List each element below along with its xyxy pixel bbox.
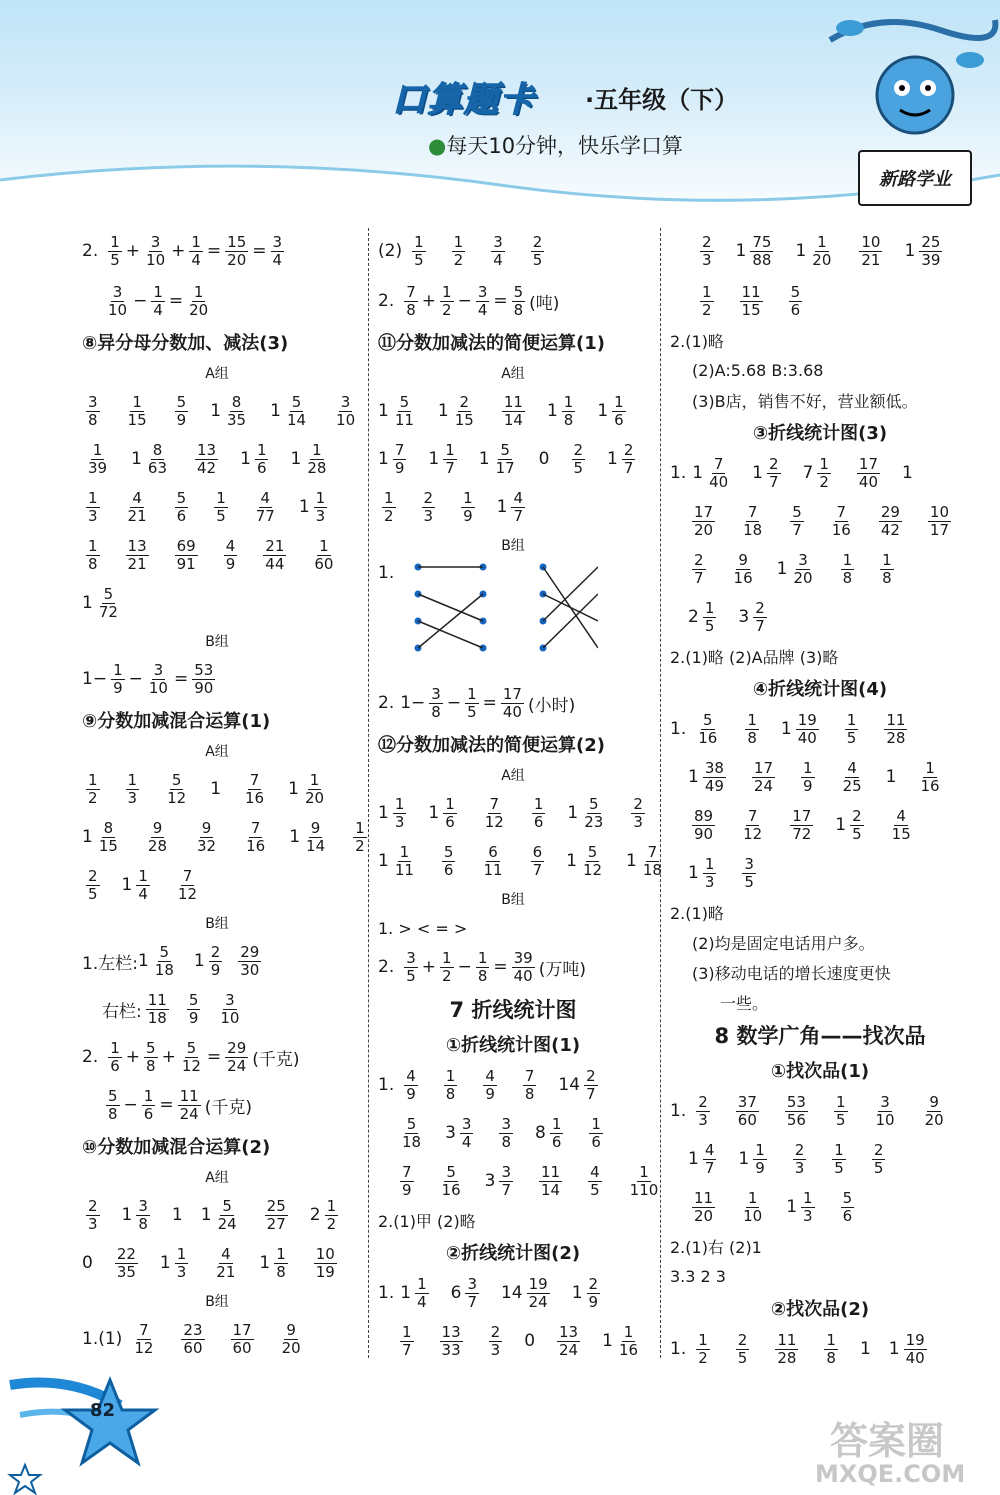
answer-row: 1 7 13 33 2 3 0 13 24 1 1 16 <box>402 1322 639 1359</box>
answer-text: (3)B店，销售不好，营业额低。 <box>692 391 918 411</box>
answer-row: 1. 1 2 2 5 11 28 1 8 1 1 19 40 <box>670 1330 925 1367</box>
answer-text: (2)均是固定电话用户多。 <box>692 933 875 953</box>
group-label: B组 <box>205 634 229 650</box>
answer-column-3 <box>670 225 970 1373</box>
answer-text: 2.(1)略 (2)A品牌 (3)略 <box>670 647 839 667</box>
answer-row: 1 2 11 15 5 6 <box>702 282 801 319</box>
answer-row: 2. 1 5 + 3 10 + 1 4 = 15 20 = 3 4 <box>82 232 283 269</box>
group-label: A组 <box>205 1170 229 1186</box>
group-label: B组 <box>501 892 525 908</box>
subtitle-text: 每天10分钟，快乐学口算 <box>446 134 684 158</box>
answer-row: 2 5 1 1 4 7 12 <box>88 866 198 903</box>
answer-row: 1 1 3 3 5 <box>688 854 754 891</box>
answer-row: 1 7 9 1 1 7 1 5 17 0 2 5 1 2 7 <box>378 440 634 477</box>
left-column-label: 1.左栏: <box>82 953 138 974</box>
unit-kg: (千克) <box>252 1049 300 1070</box>
answer-text: (2)A:5.68 B:3.68 <box>692 360 824 380</box>
group-label: A组 <box>501 366 525 382</box>
answer-text: 2.(1)甲 (2)略 <box>378 1211 476 1231</box>
chapter-title: 8 数学广角——找次品 <box>714 1024 926 1048</box>
matching-lines-diagram <box>398 559 598 679</box>
answer-row: 1 4 7 1 1 9 2 3 1 5 2 5 <box>688 1140 884 1177</box>
group-label: A组 <box>501 768 525 784</box>
section-title: ⑫分数加减法的简便运算(2) <box>378 735 605 756</box>
unit-wandun: (万吨) <box>538 959 586 980</box>
answer-row: 2 1 5 3 2 7 <box>688 598 765 635</box>
answer-row: (2) 1 5 1 2 3 4 2 5 <box>378 232 543 269</box>
book-title: 口算题卡 <box>392 80 536 120</box>
answer-row: 2. 1 6 + 5 8 + 5 12 = 29 24 (千克) <box>82 1038 300 1075</box>
answer-row: 89 90 7 12 17 72 1 2 5 4 15 <box>694 806 911 843</box>
answer-text: 2.(1)右 (2)1 <box>670 1237 762 1257</box>
answer-column-1 <box>82 225 365 1363</box>
answer-row: 1. 2 3 37 60 53 56 1 5 3 10 9 20 <box>670 1092 944 1129</box>
answer-row: 右栏: 11 18 5 9 3 10 <box>102 990 240 1027</box>
answer-row: 1 8 15 9 28 9 32 7 16 1 9 14 1 2 <box>82 818 365 855</box>
answer-row: 1 5 11 1 2 15 11 14 1 1 8 1 1 6 <box>378 392 624 429</box>
comparison-answer: 1. > < = > <box>378 918 468 938</box>
right-column-label: 右栏: <box>102 1001 142 1022</box>
answer-row: 1 39 1 8 63 13 42 1 1 6 1 1 28 <box>88 440 327 477</box>
monkey-mascot-icon <box>820 0 1000 160</box>
answer-row: 2 7 9 16 1 3 20 1 8 1 8 <box>694 550 892 587</box>
answer-row: 1 38 49 17 24 1 9 4 25 1 1 16 <box>688 758 940 795</box>
answer-row: 2 3 1 3 8 1 1 5 24 25 27 2 1 2 <box>88 1196 337 1233</box>
answer-row: 1− 1 9 − 3 10 = 53 90 <box>82 660 214 697</box>
answer-column-2 <box>378 225 662 1365</box>
answer-row: 1 1 3 1 1 6 7 12 1 6 1 5 23 2 3 <box>378 794 643 831</box>
answer-row: 2 3 1 75 88 1 1 20 10 21 1 25 39 <box>702 232 941 269</box>
section-title: ②折线统计图(2) <box>445 1243 581 1264</box>
answer-row: 1 1 11 5 6 6 11 6 7 1 5 12 1 7 18 <box>378 842 662 879</box>
answer-row: 3 8 1 15 5 9 1 8 35 1 5 14 3 10 <box>88 392 356 429</box>
group-label: B组 <box>205 916 229 932</box>
chapter-title: 7 折线统计图 <box>449 998 577 1022</box>
unit-kg: (千克) <box>204 1097 252 1118</box>
answer-row: 5 18 3 3 4 3 8 8 1 6 1 6 <box>402 1114 601 1151</box>
matching-answer: 1. <box>378 559 648 679</box>
section-title: ⑪分数加减法的简便运算(1) <box>378 333 605 354</box>
answer-row: 1.(1) 7 12 23 60 17 60 9 20 <box>82 1320 301 1357</box>
answer-text: (3)移动电话的增长速度更快 <box>692 963 891 983</box>
brand-logo: 新路学业 <box>858 150 972 206</box>
answer-row: 0 22 35 1 1 3 4 21 1 1 8 10 19 <box>82 1244 335 1281</box>
unit-ton: (吨) <box>529 293 560 314</box>
group-label: B组 <box>205 1294 229 1310</box>
subtitle <box>428 130 683 160</box>
page-number: 82 <box>90 1400 116 1421</box>
answer-row: 1. 5 16 1 8 1 19 40 1 5 11 28 <box>670 710 906 747</box>
answer-row: 1 3 4 21 5 6 1 5 4 77 1 1 3 <box>88 488 326 525</box>
section-title: ①折线统计图(1) <box>445 1035 581 1056</box>
answer-text: 2.(1)略 <box>670 331 724 351</box>
group-label: A组 <box>205 366 229 382</box>
watermark-logo: 答案圈 <box>830 1419 945 1463</box>
answer-text: 一些。 <box>720 993 769 1013</box>
answer-row: 17 20 7 18 5 7 7 16 29 42 10 17 <box>694 502 950 539</box>
answer-row: 5 8 − 1 6 = 11 24 (千克) <box>108 1086 252 1123</box>
watermark-url: MXQE.COM <box>815 1460 966 1488</box>
answer-row: 2. 1− 3 8 − 1 5 = 17 40 (小时) <box>378 684 576 721</box>
section-title: ③折线统计图(3) <box>752 423 888 444</box>
section-title: ⑧异分母分数加、减法(3) <box>82 333 289 354</box>
answer-row: 2. 3 5 + 1 2 − 1 8 = 39 40 (万吨) <box>378 948 586 985</box>
section-title: ⑩分数加减混合运算(2) <box>82 1137 271 1158</box>
answer-row: 2. 7 8 + 1 2 − 3 4 = 5 8 (吨) <box>378 282 560 319</box>
shooting-star-icon <box>0 1345 170 1495</box>
group-label: B组 <box>501 538 525 554</box>
section-title: ①找次品(1) <box>770 1061 870 1082</box>
unit-hour: (小时) <box>527 695 576 716</box>
section-title: ⑨分数加减混合运算(1) <box>82 711 271 732</box>
answer-row: 1.左栏: 1 5 18 1 2 9 29 30 <box>82 942 260 979</box>
answer-row: 1. 1 1 4 6 3 7 14 19 24 1 2 9 <box>378 1274 599 1311</box>
answer-row: 1. 4 9 1 8 4 9 7 8 14 2 7 <box>378 1066 596 1103</box>
answer-row: 11 20 1 10 1 1 3 5 6 <box>694 1188 853 1225</box>
answer-text: 2.(1)略 <box>670 903 724 923</box>
answer-row: 1 2 2 3 1 9 1 4 7 <box>384 488 524 525</box>
group-label: A组 <box>205 744 229 760</box>
answer-row: 3 10 − 1 4 = 1 20 <box>108 282 209 319</box>
bullet-icon: ● <box>428 134 447 158</box>
answer-row: 1 8 13 21 69 91 4 9 21 44 1 60 <box>88 536 334 573</box>
answer-row: 1 5 72 <box>82 584 118 621</box>
column-divider <box>368 228 369 1358</box>
answer-row: 7 9 5 16 3 3 7 11 14 4 5 1 110 <box>402 1162 659 1199</box>
grade-label: ·五年级（下） <box>585 86 739 114</box>
section-title: ④折线统计图(4) <box>752 679 888 700</box>
answer-text: 3.3 2 3 <box>670 1266 726 1286</box>
answer-row: 1. 1 7 40 1 2 7 7 1 2 17 40 1 <box>670 454 913 491</box>
answer-row: 1 2 1 3 5 12 1 7 16 1 1 20 <box>88 770 325 807</box>
header-wave <box>0 150 1000 220</box>
section-title: ②找次品(2) <box>770 1299 870 1320</box>
